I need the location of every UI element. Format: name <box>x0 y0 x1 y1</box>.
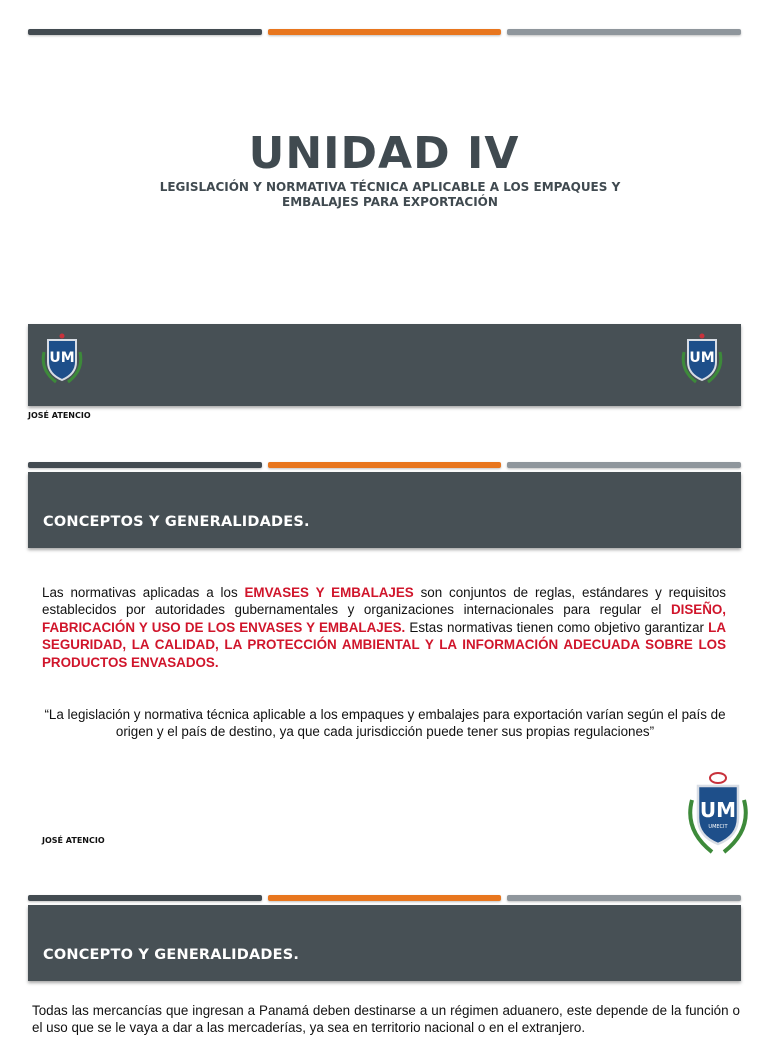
accent-bar-dark <box>28 462 262 468</box>
section-title: CONCEPTO Y GENERALIDADES. <box>43 947 300 963</box>
highlight-run: EMVASES Y EMBALAJES <box>244 585 414 600</box>
highlight-run: DISEÑO, FABRICACIÓN Y USO DE LOS ENVASES Y EMBALAJES. <box>42 602 726 635</box>
logo-letters: UM <box>689 350 715 366</box>
author-label: JOSÉ ATENCIO <box>42 836 105 845</box>
body-paragraph <box>42 584 726 671</box>
umecit-logo-icon <box>38 332 86 386</box>
author-label: JOSÉ ATENCIO <box>28 411 91 420</box>
footer-banner <box>28 324 741 406</box>
quote-paragraph: “La legislación y normativa técnica aplicable a los empaques y embalajes para exportación varían según el país de origen y el país de destino, ya que cada jurisdicción puede tener sus propias regulaciones” <box>44 707 726 740</box>
text-run: Las normativas aplicadas a los <box>42 585 245 600</box>
accent-bar-dark <box>28 895 262 901</box>
text-run: son conjuntos de reglas, estándares y requisitos establecidos por autoridades gubernamentales y organizaciones internacionales para regular el <box>42 585 726 618</box>
umecit-logo-icon <box>682 770 754 856</box>
logo-letters: UM <box>699 798 737 822</box>
highlight-run: LA SEGURIDAD, LA CALIDAD, LA PROTECCIÓN AMBIENTAL Y LA INFORMACIÓN ADECUADA SOBRE LOS PRODUCTOS ENVASADOS. <box>42 619 726 670</box>
section-banner <box>28 905 741 981</box>
section-title: CONCEPTOS Y GENERALIDADES. <box>43 514 310 530</box>
accent-bar-gray <box>507 895 741 901</box>
text-run: Estas normativas tienen como objetivo garantizar <box>405 619 709 635</box>
body-paragraph: Todas las mercancías que ingresan a Panamá deben destinarse a un régimen aduanero, este depende de la función o el uso que se le vaya a dar a las mercaderías, ya sea en territorio nacional o en el extranjero. <box>32 1003 740 1036</box>
accent-bar-orange <box>268 895 501 901</box>
umecit-logo-icon <box>678 332 726 386</box>
accent-bar-dark <box>28 29 262 35</box>
logo-sub: UMECIT <box>708 824 728 830</box>
accent-bar-orange <box>268 29 501 35</box>
accent-bar-gray <box>507 29 741 35</box>
slide-subtitle: LEGISLACIÓN Y NORMATIVA TÉCNICA APLICABLE A LOS EMPAQUES Y EMBALAJES PARA EXPORTACIÓN <box>159 180 621 209</box>
logo-letters: UM <box>49 350 75 366</box>
accent-bar-gray <box>507 462 741 468</box>
slide-title: UNIDAD IV <box>248 128 520 179</box>
accent-bar-orange <box>268 462 501 468</box>
section-banner <box>28 472 741 548</box>
